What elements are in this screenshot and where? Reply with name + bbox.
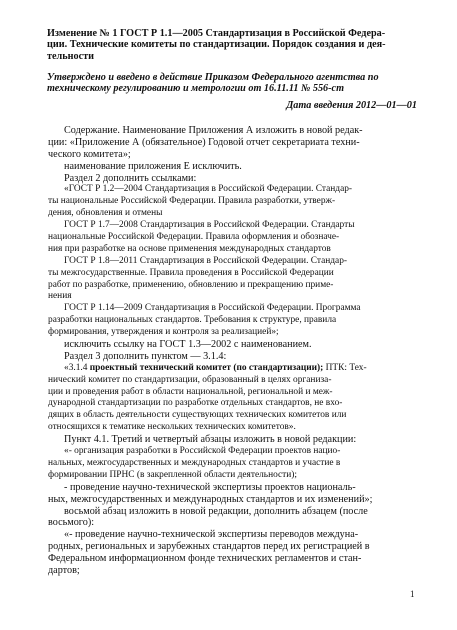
amendment-title bbox=[47, 28, 417, 62]
body-line: Пункт 4.1. Третий и четвертый абзацы изложить в новой редакции: bbox=[64, 434, 357, 446]
body-line: наименование приложения Е исключить. bbox=[64, 160, 242, 172]
body-line: «- организация разработки в Российской Федерации проектов нацио- bbox=[64, 446, 341, 457]
approval-line: Утверждено и введено в действие Приказом Федерального агентства по bbox=[47, 72, 379, 83]
title-line: тельности bbox=[47, 50, 94, 62]
body-line: формирования, утверждения и контроля за реализацией»; bbox=[48, 327, 279, 338]
body-line: нальных, межгосударственных и международных стандартов и участие в bbox=[48, 457, 341, 468]
body-line: «ГОСТ Р 1.2—2004 Стандартизация в Российской Федерации. Стандар- bbox=[64, 184, 353, 195]
body-line: ты межгосударственные. Правила проведения в Российской Федерации bbox=[48, 267, 334, 278]
body-line: ции: «Приложение А (обязательное) Годовой отчет секретариата техни- bbox=[48, 136, 360, 148]
body-line: относящихся к тематике нескольких технических комитетов». bbox=[48, 422, 296, 433]
page-number: 1 bbox=[410, 589, 415, 599]
approval-line: техническому регулированию и метрологии от 16.11.11 № 556-ст bbox=[47, 83, 344, 95]
term-definition-first-line bbox=[48, 363, 420, 375]
body-line: дящих в область деятельности существующих технических комитетов или bbox=[48, 410, 347, 421]
body-line: ГОСТ Р 1.7—2008 Стандартизация в Российской Федерации. Стандарты bbox=[64, 220, 355, 231]
body-line: формировании ПРНС (в закрепленной области деятельности); bbox=[48, 469, 298, 480]
body-line: нения bbox=[48, 291, 72, 302]
body-line: ГОСТ Р 1.8—2011 Стандартизация в Российской Федерации. Стандар- bbox=[64, 255, 348, 266]
body-line: восьмого): bbox=[48, 517, 95, 529]
body-line: дународной стандартизации по разработке отдельных стандартов, не вхо- bbox=[48, 398, 343, 409]
body-line: ческого комитета»; bbox=[48, 148, 131, 160]
body-line: нический комитет по стандартизации, образованный в целях организа- bbox=[48, 374, 332, 385]
body-line: Раздел 2 дополнить ссылками: bbox=[64, 172, 197, 184]
effective-date: Дата введения 2012—01—01 bbox=[286, 100, 417, 111]
body-line: - проведение научно-технической экспертизы проектов националь- bbox=[64, 481, 356, 493]
title-line: ции. Технические комитеты по стандартизации. Порядок создания и дея- bbox=[47, 39, 386, 51]
body-line: родных, региональных и зарубежных стандартов перед их регистрацией в bbox=[48, 541, 370, 553]
body-line: ции и проведения работ в области национальной, региональной и меж- bbox=[48, 386, 333, 397]
body-line: ГОСТ Р 1.14—2009 Стандартизация в Российской Федерации. Программа bbox=[64, 303, 361, 314]
body-line: восьмой абзац изложить в новой редакции, дополнить абзацем (после bbox=[64, 505, 368, 517]
term-number: «3.1.4 bbox=[64, 362, 88, 373]
document-body bbox=[48, 125, 420, 577]
body-line: исключить ссылку на ГОСТ 1.3—2002 с наименованием. bbox=[64, 339, 312, 351]
body-line: Содержание. Наименование Приложения А изложить в новой редак- bbox=[64, 125, 363, 136]
body-line: разработки национальных стандартов. Требования к структуре, правила bbox=[48, 315, 337, 326]
approval-statement bbox=[47, 72, 417, 95]
body-line: национальные Российской Федерации. Правила оформления и обозначе- bbox=[48, 232, 340, 243]
body-line: Федеральном информационном фонде технических регламентов и стан- bbox=[48, 553, 362, 565]
term-abbreviation: ПТК: Тех- bbox=[323, 362, 367, 373]
body-line: дартов; bbox=[48, 564, 80, 576]
title-line: Изменение № 1 ГОСТ Р 1.1—2005 Стандартизация в Российской Федера- bbox=[47, 28, 386, 39]
body-line: работ по разработке, применению, обновлению и прекращению приме- bbox=[48, 279, 334, 290]
body-line: ных, межгосударственных и международных стандартов и их изменений»; bbox=[48, 493, 373, 505]
term-name: проектный технический комитет (по стандартизации); bbox=[89, 362, 324, 373]
body-line: дения, обновления и отмены bbox=[48, 208, 163, 219]
body-line: «- проведение научно-технической экспертизы переводов междуна- bbox=[64, 529, 359, 541]
body-line: Раздел 3 дополнить пунктом — 3.1.4: bbox=[64, 350, 227, 362]
body-line: ты национальные Российской Федерации. Правила разработки, утверж- bbox=[48, 196, 336, 207]
body-line: ния при разработке на основе применения международных стандартов bbox=[48, 243, 331, 254]
